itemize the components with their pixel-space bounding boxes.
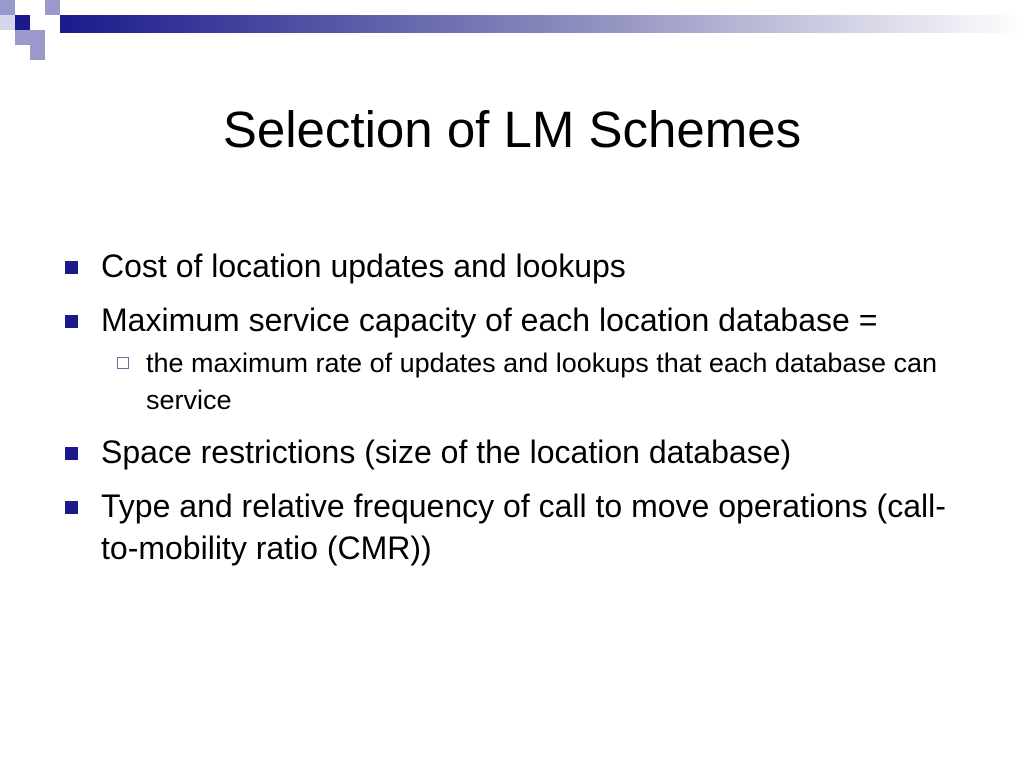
- sub-bullet-list: [0, 345, 981, 419]
- checker-square: [0, 15, 15, 30]
- sub-bullet-item: [0, 345, 946, 419]
- hollow-square-icon: [117, 357, 129, 369]
- bullet-item: [0, 485, 981, 569]
- checker-square: [0, 30, 15, 45]
- filled-square-icon: [65, 447, 78, 460]
- bullet-item: [0, 245, 981, 287]
- checker-square: [0, 0, 15, 15]
- bullet-text: Cost of location updates and lookups: [101, 248, 626, 284]
- bullet-item: [0, 299, 981, 419]
- bullet-text: Maximum service capacity of each location database =: [101, 302, 878, 338]
- checker-square: [45, 0, 60, 15]
- bullet-text: Space restrictions (size of the location database): [101, 434, 792, 470]
- filled-square-icon: [65, 501, 78, 514]
- filled-square-icon: [65, 315, 78, 328]
- filled-square-icon: [65, 261, 78, 274]
- slide-title: Selection of LM Schemes: [222, 101, 802, 158]
- checker-square: [30, 0, 45, 15]
- sub-bullet-text: the maximum rate of updates and lookups that each database can service: [146, 348, 938, 415]
- checker-square: [30, 45, 45, 60]
- bullet-item: [0, 431, 981, 473]
- bullet-text: Type and relative frequency of call to move operations (call-to-mobility ratio (CMR)): [101, 488, 946, 566]
- checker-square: [15, 30, 30, 45]
- checker-square: [30, 30, 45, 45]
- header-decoration: [0, 0, 1024, 64]
- header-gradient-band: [60, 15, 1024, 33]
- checker-square: [45, 15, 60, 30]
- bullet-list: [0, 245, 1024, 581]
- checker-square: [15, 15, 30, 30]
